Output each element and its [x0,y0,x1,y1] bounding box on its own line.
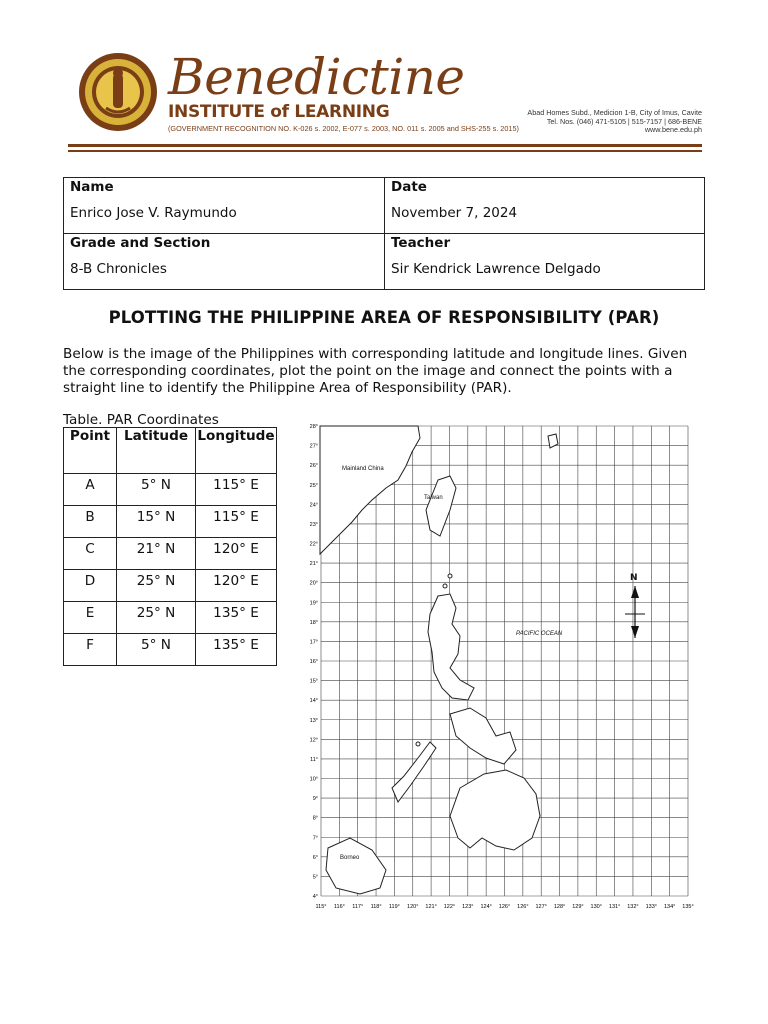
latitude-cell: 25° N [117,602,196,634]
longitude-tick-label: 126° [517,904,529,910]
latitude-tick-label: 26° [309,463,318,470]
table-row [64,634,277,666]
north-label: N [630,573,638,583]
longitude-cell: 135° E [196,634,277,666]
grade-label: Grade and Section [70,235,211,251]
longitude-tick-label: 115° [315,904,327,910]
island-dot [443,584,447,588]
latitude-tick-label: 11° [310,756,318,763]
longitude-tick-label: 119° [388,904,400,910]
latitude-tick-label: 7° [312,835,318,842]
longitude-tick-label: 127° [535,904,547,910]
longitude-tick-label: 116° [333,904,345,910]
instructions-paragraph: Below is the image of the Philippines with corresponding latitude and longitude lines. Given the corresponding coordinates, plot the point on the image and connect the points with a straight line to identify the Philippine Area of Responsibility (PAR). [63,346,688,396]
latitude-tick-label: 17° [309,639,318,646]
latitude-tick-label: 18° [309,619,318,626]
longitude-tick-label: 122° [443,904,456,910]
batanes-islands [548,434,558,448]
latitude-cell: 15° N [117,506,196,538]
latitude-tick-label: 15° [309,678,318,685]
palawan-outline [392,742,436,802]
longitude-tick-label: 118° [370,904,382,910]
longitude-tick-label: 120° [407,904,419,910]
table-row [64,474,277,506]
school-seal-logo [78,52,158,132]
table-row [64,602,277,634]
longitude-tick-label: 123° [462,904,474,910]
header-longitude: Longitude [196,428,277,474]
latitude-tick-label: 22° [309,541,318,548]
longitude-cell: 115° E [196,506,277,538]
table-row [64,538,277,570]
school-name: INSTITUTE of LEARNING [168,102,390,122]
header-rule [68,144,702,147]
latitude-cell: 21° N [117,538,196,570]
latitude-tick-label: 19° [309,600,318,607]
teacher-cell [385,234,705,290]
label-pacific-ocean: PACIFIC OCEAN [516,631,563,637]
latitude-tick-label: 6° [312,854,318,861]
table-caption: Table. PAR Coordinates [63,412,219,428]
date-label: Date [391,179,427,195]
latitude-cell: 25° N [117,570,196,602]
teacher-value: Sir Kendrick Lawrence Delgado [391,261,601,277]
longitude-cell: 120° E [196,570,277,602]
latitude-labels [310,424,318,900]
latitude-tick-label: 12° [309,737,318,744]
mindanao-outline [450,770,540,850]
point-cell: F [64,634,117,666]
latitude-tick-label: 16° [309,659,318,665]
longitude-labels [316,904,694,910]
header-latitude: Latitude [117,428,196,474]
longitude-tick-label: 124° [480,904,492,910]
point-cell: A [64,474,117,506]
latitude-tick-label: 10° [309,776,318,783]
latitude-tick-label: 24° [309,502,318,509]
point-cell: C [64,538,117,570]
grade-cell [64,234,385,290]
longitude-tick-label: 134° [663,904,676,910]
longitude-tick-label: 121° [425,904,437,910]
latitude-tick-label: 13° [309,717,318,724]
label-taiwan: Taiwan [424,495,443,501]
header-point: Point [64,428,117,474]
label-borneo: Borneo [340,855,360,861]
point-cell: B [64,506,117,538]
philippines-grid-map [300,418,700,918]
longitude-tick-label: 129° [572,904,584,910]
latitude-cell: 5° N [117,634,196,666]
longitude-tick-label: 133° [645,904,657,910]
name-label: Name [70,179,114,195]
mainland-china-outline [320,426,420,554]
latitude-tick-label: 5° [312,874,318,881]
longitude-tick-label: 135° [682,904,694,910]
name-cell [64,178,385,234]
worksheet-title: PLOTTING THE PHILIPPINE AREA OF RESPONSIBILITY (PAR) [108,308,660,327]
island-dot [416,742,420,746]
header-rule-thin [68,150,702,152]
longitude-cell: 115° E [196,474,277,506]
longitude-tick-label: 130° [590,904,602,910]
table-row [64,506,277,538]
government-recognition: (GOVERNMENT RECOGNITION NO. K-026 s. 2002, E-077 s. 2003, NO. 011 s. 2005 and SHS-255 s. 2015) [168,124,519,133]
latitude-tick-label: 14° [309,698,318,705]
point-cell: D [64,570,117,602]
longitude-cell: 135° E [196,602,277,634]
phone-line: Tel. Nos. (046) 471-5105 | 515-7157 | 686-BENE [546,116,702,126]
latitude-tick-label: 25° [309,482,318,489]
latitude-cell: 5° N [117,474,196,506]
latitude-tick-label: 4° [312,894,318,900]
latitude-tick-label: 8° [312,815,318,822]
longitude-cell: 120° E [196,538,277,570]
website-line: www.bene.edu.ph [644,125,702,135]
school-wordmark [168,48,519,133]
borneo-outline [326,838,386,894]
visayas-outline [450,708,516,764]
date-value: November 7, 2024 [391,205,518,221]
latitude-tick-label: 20° [309,580,318,587]
school-address [527,109,702,135]
longitude-tick-label: 126° [498,904,511,910]
address-line: Abad Homes Subd., Medicion 1-B, City of Imus, Cavite [527,108,702,117]
island-dot [448,574,452,578]
latitude-tick-label: 21° [309,561,318,568]
name-value: Enrico Jose V. Raymundo [70,205,237,221]
luzon-outline [428,594,474,700]
student-info-table [63,177,705,290]
point-cell: E [64,602,117,634]
label-mainland-china: Mainland China [342,466,384,472]
school-script-name: Benedictine [168,48,465,106]
date-cell [385,178,705,234]
longitude-tick-label: 132° [627,904,639,910]
latitude-tick-label: 28° [309,424,318,430]
latitude-tick-label: 23° [309,521,318,528]
longitude-tick-label: 131° [608,904,621,910]
table-row [64,570,277,602]
teacher-label: Teacher [391,235,451,251]
longitude-tick-label: 117° [352,904,364,910]
latitude-tick-label: 27° [309,443,318,450]
grade-value: 8-B Chronicles [70,261,167,277]
par-coordinates-table [63,427,277,666]
longitude-tick-label: 128° [553,904,566,910]
latitude-tick-label: 9° [312,796,318,803]
